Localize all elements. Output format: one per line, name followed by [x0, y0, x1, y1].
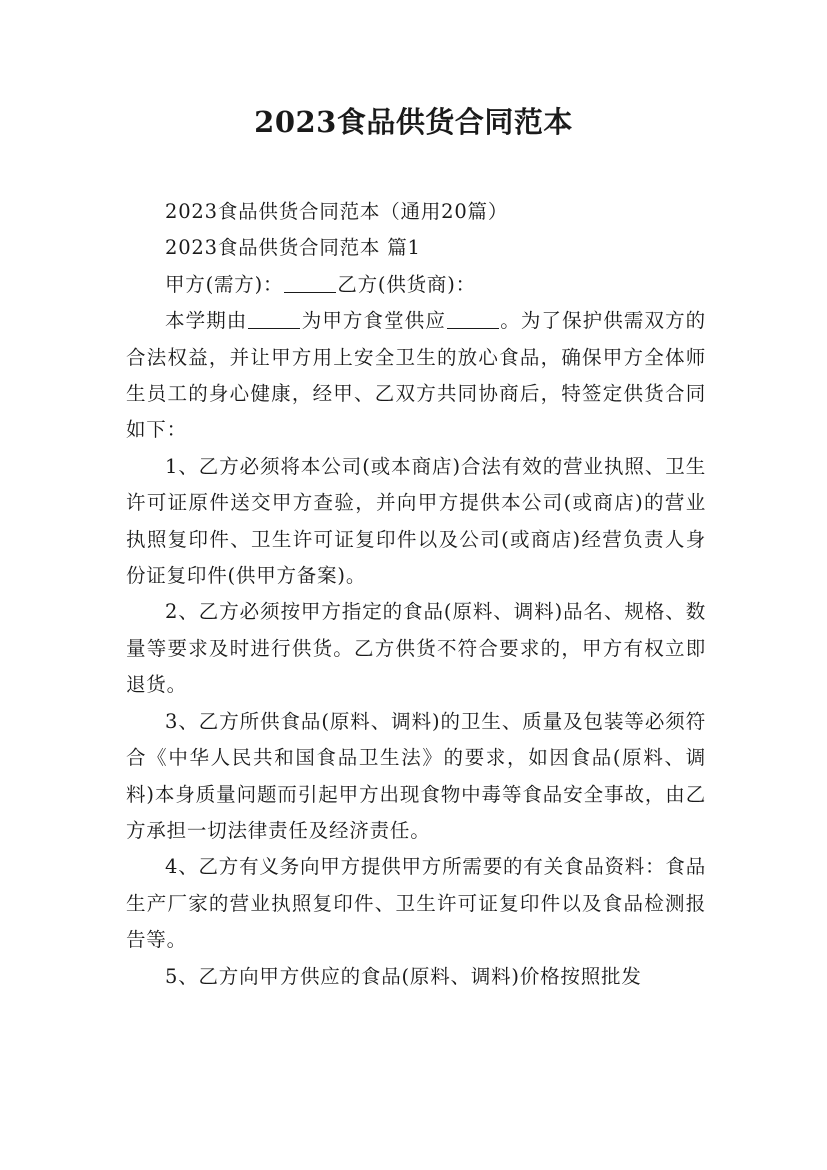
clause-2: 2、乙方必须按甲方指定的食品(原料、调料)品名、规格、数量等要求及时进行供货。乙方供货不符合要求的，甲方有权立即退货。	[126, 600, 706, 697]
clause-4: 4、乙方有义务向甲方提供甲方所需要的有关食品资料：食品生产厂家的营业执照复印件、卫生许可证复印件以及食品检测报告等。	[126, 855, 707, 952]
party-a-label: 甲方(需方)：	[165, 272, 284, 296]
goods-blank	[447, 308, 499, 329]
intro-text-2: 为甲方食堂供应	[301, 309, 446, 333]
document-title: 2023食品供货合同范本	[254, 105, 573, 139]
paragraph-intro	[126, 303, 706, 449]
clause-3: 3、乙方所供食品(原料、调料)的卫生、质量及包装等必须符合《中华人民共和国食品卫生法》的要求，如因食品(原料、调料)本身质量问题而引起甲方出现食物中毒等食品安全事故，由乙方承担一切法律责任及经济责任。	[126, 709, 706, 842]
paragraph-parties	[126, 267, 706, 303]
clause-1: 1、乙方必须将本公司(或本商店)合法有效的营业执照、卫生许可证原件送交甲方查验，并向甲方提供本公司(或商店)的营业执照复印件、卫生许可证复印件以及公司(或商店)经营负责人身份证复印件(供甲方备案)。	[126, 454, 706, 588]
supplier-blank	[248, 308, 300, 329]
clause-5: 5、乙方向甲方供应的食品(原料、调料)价格按照批发	[165, 964, 642, 988]
paragraph-subtitle: 2023食品供货合同范本（通用20篇）	[165, 200, 509, 223]
paragraph-heading: 2023食品供货合同范本 篇1	[165, 236, 421, 260]
intro-text-3: 。为了保护供需双方的合法权益，并让甲方用上安全卫生的放心食品，确保甲方全体师生员工的身心健康，经甲、乙双方共同协商后，特签定供货合同如下：	[126, 309, 706, 442]
document-body	[126, 194, 706, 995]
party-b-label: 乙方(供货商)：	[337, 272, 476, 296]
party-a-blank	[284, 272, 336, 293]
intro-text-1: 本学期由	[165, 309, 248, 333]
